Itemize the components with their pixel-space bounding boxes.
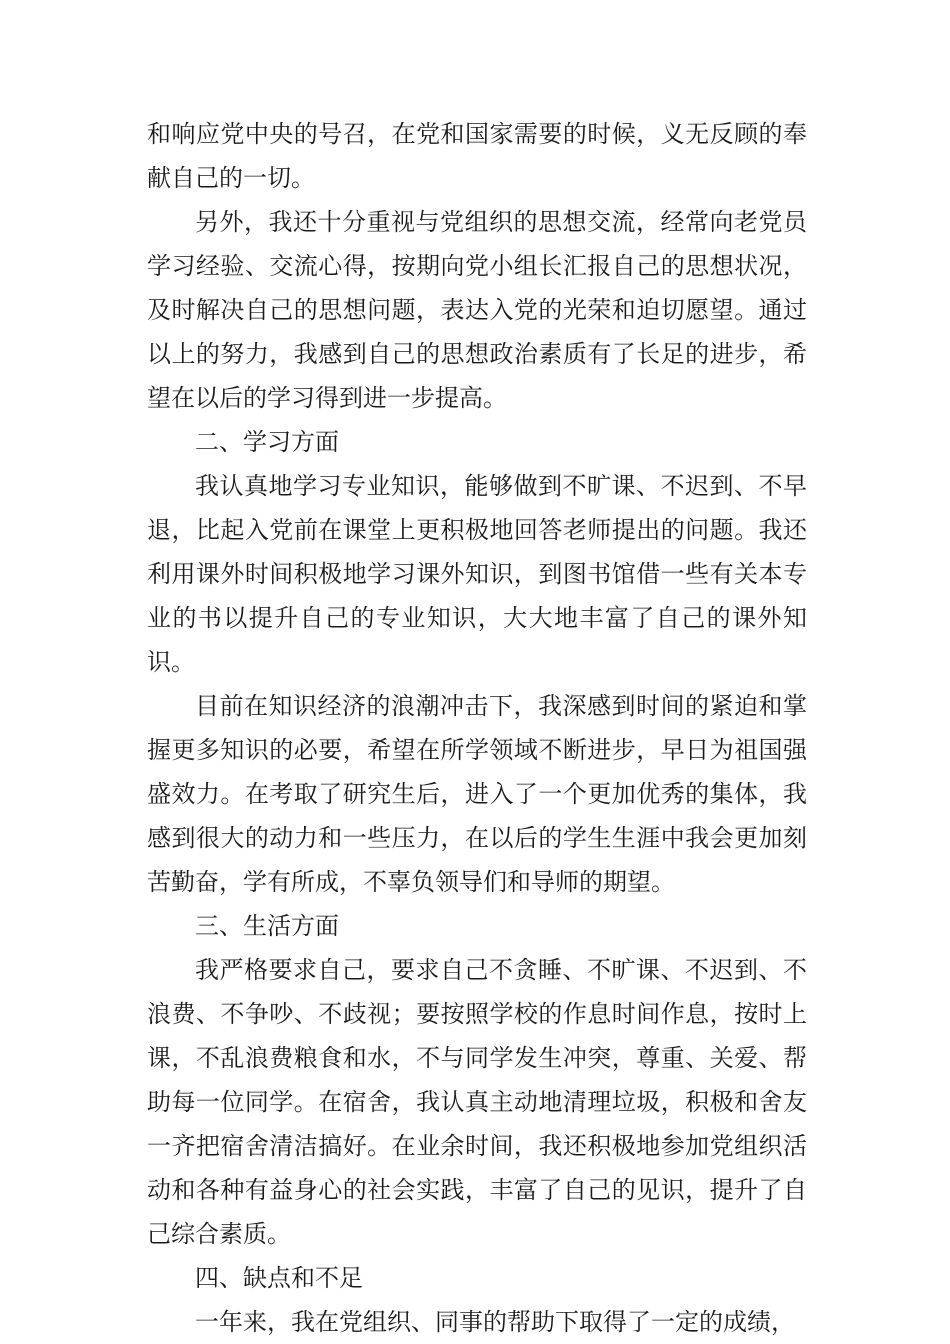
section-heading-life: 三、生活方面 <box>195 912 339 940</box>
paragraph-shortcomings: 一年来，我在党组织、同事的帮助下取得了一定的成绩， <box>195 1308 795 1336</box>
document-page <box>147 112 807 1344</box>
paragraph-life: 我严格要求自己，要求自己不贪睡、不旷课、不迟到、不浪费、不争吵、不歧视；要按照学校的作息时间作息，按时上课，不乱浪费粮食和水，不与同学发生冲突，尊重、关爱、帮助每一位同学。在宿舍，我认真主动地清理垃圾，积极和舍友一齐把宿舍清洁搞好。在业余时间，我还积极地参加党组织活动和各种有益身心的社会实践，丰富了自己的见识，提升了自己综合素质。 <box>147 956 807 1248</box>
section-heading-shortcomings: 四、缺点和不足 <box>195 1264 363 1292</box>
paragraph-study-knowledge: 我认真地学习专业知识，能够做到不旷课、不迟到、不早退，比起入党前在课堂上更积极地回答老师提出的问题。我还利用课外时间积极地学习课外知识，到图书馆借一些有关本专业的书以提升自己的专业知识，大大地丰富了自己的课外知识。 <box>147 472 807 676</box>
section-heading-study: 二、学习方面 <box>195 428 339 456</box>
paragraph-communication: 另外，我还十分重视与党组织的思想交流，经常向老党员学习经验、交流心得，按期向党小组长汇报自己的思想状况，及时解决自己的思想问题，表达入党的光荣和迫切愿望。通过以上的努力，我感到自己的思想政治素质有了长足的进步，希望在以后的学习得到进一步提高。 <box>147 208 807 412</box>
paragraph-continuation: 和响应党中央的号召，在党和国家需要的时候，义无反顾的奉献自己的一切。 <box>147 120 807 192</box>
paragraph-study-goals: 目前在知识经济的浪潮冲击下，我深感到时间的紧迫和掌握更多知识的必要，希望在所学领域不断进步，早日为祖国强盛效力。在考取了研究生后，进入了一个更加优秀的集体，我感到很大的动力和一些压力，在以后的学生生涯中我会更加刻苦勤奋，学有所成，不辜负领导们和导师的期望。 <box>147 692 807 896</box>
